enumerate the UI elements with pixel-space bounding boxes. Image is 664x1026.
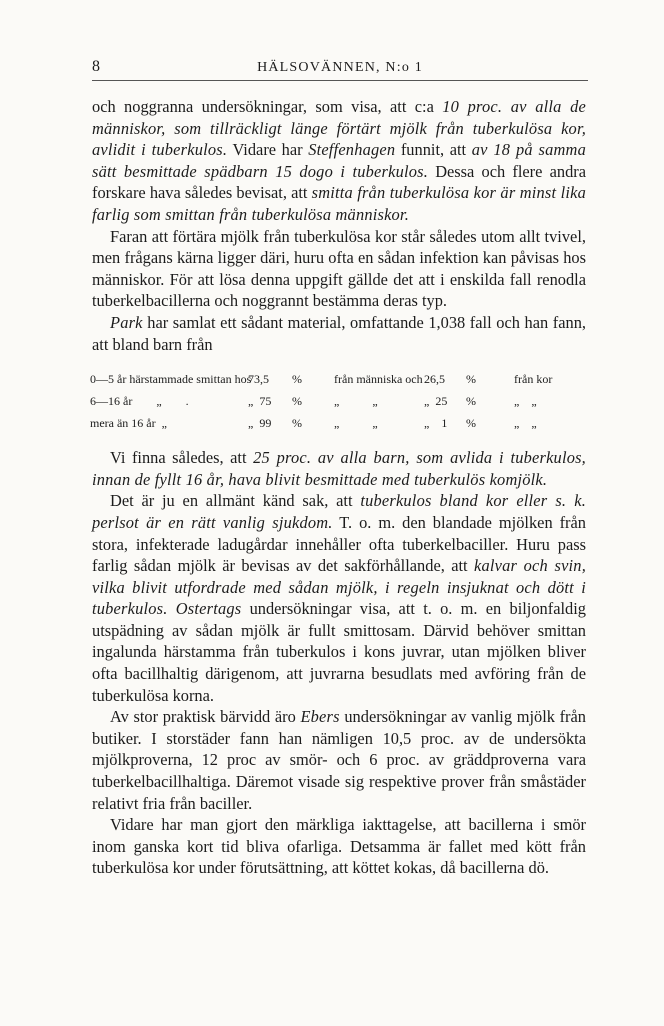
text-run: har samlat ett sådant material, omfattande 1,038 fall och han fann, att bland barn från bbox=[92, 312, 586, 354]
text-run: Det är ju en allmänt känd sak, att bbox=[110, 491, 361, 511]
running-header bbox=[92, 58, 588, 81]
emphasis-text: Ostertags bbox=[175, 599, 242, 619]
paragraph bbox=[92, 226, 586, 312]
table-cell: % bbox=[292, 372, 302, 387]
table-cell: 73,5 bbox=[248, 372, 269, 387]
table-cell: % bbox=[466, 372, 476, 387]
paragraph bbox=[92, 706, 586, 814]
table-cell: „ 1 bbox=[424, 416, 448, 431]
text-run: undersökningar visa, att t. o. m. en biljonfaldig utspädning av sådan mjölk är fullt smittosam. Därvid behöver smittan ingalunda härstamma från tuberkulos i kons juvrar, utan mjölken bliver ofta bacillhaltig därigenom, att juvrarna besudlats med avföring från de tuberkulösa korna. bbox=[92, 599, 586, 705]
emphasis-text: kalvar och svin, vilka blivit utfordrade med sådan mjölk, i regeln insjuknat och dött i tuberkulos. bbox=[92, 556, 586, 619]
table-cell: 6—16 år „ . bbox=[90, 394, 189, 409]
text-run: T. o. m. den blandade mjölken från stora, infekterade ladugårdar innehåller ofta tuberkelbaciller. Huru pass farlig sådan mjölk är bevisas av det sakförhållande, att bbox=[92, 512, 586, 576]
table-cell: mera än 16 år „ bbox=[90, 416, 167, 431]
table-cell: „ 25 bbox=[424, 394, 448, 409]
text-run: undersökningar av vanlig mjölk från butiker. I storstäder fann han nämligen 10,5 proc. av de undersökta mjölkproverna, 12 proc av smör- och 6 proc. av gräddproverna vara tuberkelbacillhaltiga. Däremot visade sig respektive prover från småstäder relativt fria från baciller. bbox=[92, 707, 586, 813]
emphasis-text: smitta från tuberkulösa kor är minst lika farlig som smittan från tuberkulösa människor. bbox=[92, 183, 586, 224]
table-cell: „ 75 bbox=[248, 394, 272, 409]
text-run: Dessa och flere andra forskare hava således bevisat, att bbox=[92, 161, 586, 203]
table-cell: från människa och bbox=[334, 372, 423, 387]
statistics-table bbox=[90, 368, 588, 434]
paragraph bbox=[92, 447, 586, 490]
table-cell: från kor bbox=[514, 372, 553, 387]
emphasis-text: Steffenhagen bbox=[308, 140, 396, 160]
table-cell: % bbox=[292, 394, 302, 409]
paragraph bbox=[92, 96, 586, 226]
emphasis-text: 10 proc. av alla de människor, som tillräckligt länge förtärt mjölk från tuberkulösa kor, avlidit i tuberkulos. bbox=[92, 97, 586, 160]
text-run: Vi finna således, att bbox=[110, 448, 254, 468]
table-cell: „ „ bbox=[334, 394, 378, 409]
paragraph bbox=[92, 312, 586, 355]
table-cell: „ „ bbox=[514, 394, 537, 409]
text-run: Vidare har man gjort den märkliga iakttagelse, att bacillerna i smör inom ganska kort tid bliva ofarliga. Detsamma är fallet med kött från tuberkulösa kor under förutsättning, att köttet kokas, då bacillerna dö. bbox=[92, 815, 586, 878]
table-row bbox=[90, 368, 588, 390]
paragraph bbox=[92, 490, 586, 706]
emphasis-text: tuberkulos bland kor eller s. k. perlsot är en rätt vanlig sjukdom. bbox=[92, 491, 586, 532]
emphasis-text: Ebers bbox=[300, 707, 340, 727]
table-cell: „ „ bbox=[334, 416, 378, 431]
journal-title: HÄLSOVÄNNEN, N:o 1 bbox=[257, 60, 423, 75]
table-cell: % bbox=[466, 416, 476, 431]
emphasis-text: av 18 på samma sätt besmittade spädbarn 15 dogo i tuberkulos. bbox=[92, 140, 586, 181]
text-run: och noggranna undersökningar, som visa, att c:a bbox=[92, 97, 443, 116]
emphasis-text: 25 proc. av alla barn, som avlida i tuberkulos, innan de fyllt 16 år, hava blivit besmittade med tuberkulös komjölk. bbox=[92, 448, 586, 489]
table-row bbox=[90, 412, 588, 434]
text-run: Faran att förtära mjölk från tuberkulösa kor står således utom allt tvivel, men frågans kärna ligger däri, huru ofta en sådan infektion kan påvisas hos människor. För att lösa denna uppgift gällde det att i enskilda fall renodla tuberkelbacillerna och noggrannt bestämma deras typ. bbox=[92, 226, 586, 311]
table-cell: 26,5 bbox=[424, 372, 445, 387]
page-number: 8 bbox=[92, 58, 100, 75]
text-run: Av stor praktisk bärvidd äro bbox=[110, 707, 301, 727]
text-run: Vidare har bbox=[227, 140, 309, 160]
table-row bbox=[90, 390, 588, 412]
table-cell: % bbox=[292, 416, 302, 431]
table-cell: % bbox=[466, 394, 476, 409]
text-run bbox=[168, 599, 176, 618]
text-run: funnit, att bbox=[395, 140, 472, 160]
table-cell: „ „ bbox=[514, 416, 537, 431]
body-text bbox=[92, 96, 586, 879]
paragraph bbox=[92, 814, 586, 879]
table-cell: 0—5 år härstammade smittan hos bbox=[90, 372, 252, 387]
emphasis-text: Park bbox=[110, 312, 143, 332]
table-cell: „ 99 bbox=[248, 416, 272, 431]
